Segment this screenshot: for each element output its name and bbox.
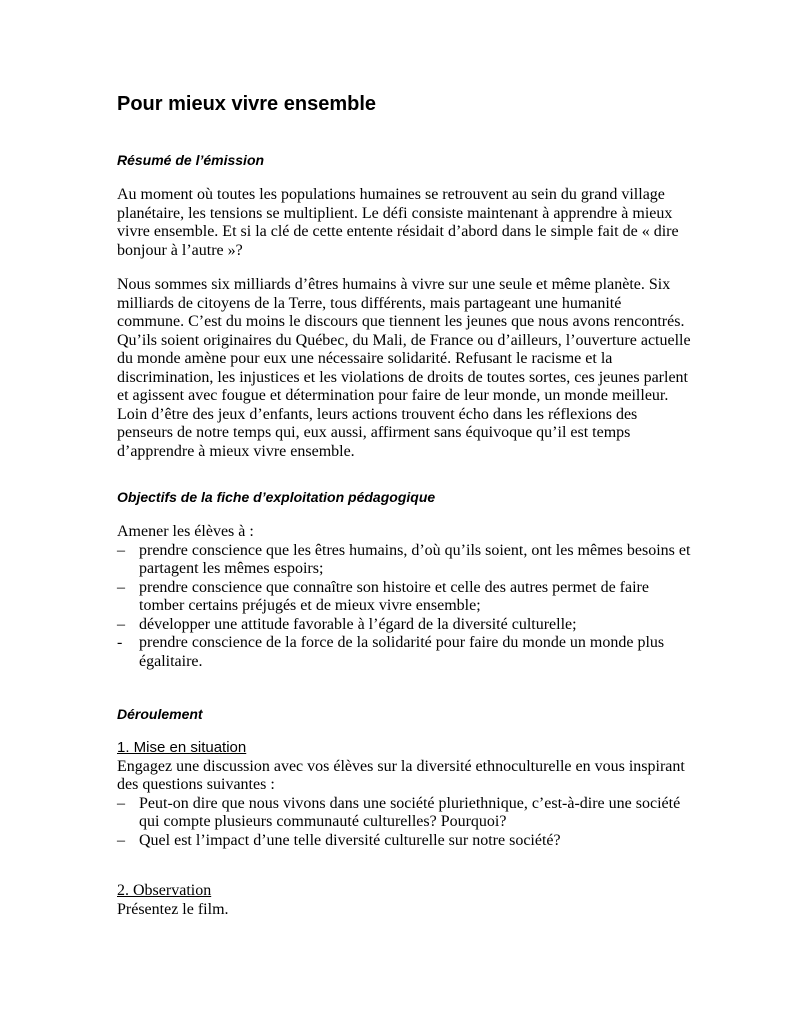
text-line: Loin d’être des jeux d’enfants, leurs actions trouvent écho dans les réflexions des [117,405,638,423]
list-item [117,542,717,579]
step-2-title: 2. Observation [117,882,212,899]
list-item [117,579,717,616]
resume-paragraph-1 [117,186,717,260]
text-line: discrimination, les injustices et les violations de droits de toutes sortes, ces jeunes parlent [117,368,688,386]
list-bullet: - [117,634,123,651]
list-item [117,795,717,832]
step-1-questions [117,795,717,851]
text-line: Nous sommes six milliards d’êtres humains à vivre sur une seule et même planète. Six [117,276,671,293]
step-2-text: Présentez le film. [117,900,229,918]
text-line: qui compte plusieurs communauté culturelles? Pourquoi? [139,813,507,830]
list-bullet: – [117,578,125,596]
text-line: développer une attitude favorable à l’égard de la diversité culturelle; [139,615,577,633]
section-heading-resume: Résumé de l’émission [117,152,265,168]
text-line: prendre conscience que les êtres humains, d’où qu’ils soient, ont les mêmes besoins et [139,541,691,559]
text-line: Au moment où toutes les populations humaines se retrouvent au sein du grand village [117,186,665,203]
objectifs-intro: Amener les élèves à : [117,523,254,540]
list-item [117,634,717,671]
text-line: tomber certains préjugés et de mieux vivre ensemble; [139,597,481,614]
text-line: du monde amène pour eux une nécessaire solidarité. Refusant le racisme et la [117,350,613,367]
text-line: des questions suivantes : [117,776,275,793]
objectifs-list [117,542,717,672]
text-line: bonjour à l’autre »? [117,241,243,259]
resume-paragraph-2 [117,276,717,461]
section-heading-deroulement: Déroulement [117,706,203,722]
text-line: Engagez une discussion avec vos élèves sur la diversité ethnoculturelle en vous inspirant [117,757,685,775]
text-line: milliards de citoyens de la Terre, tous différents, mais partageant une humanité [117,294,622,312]
step-1-title: 1. Mise en situation [117,739,247,756]
list-bullet: – [117,541,125,559]
text-line: égalitaire. [139,652,203,670]
text-line: Peut-on dire que nous vivons dans une société pluriethnique, c’est-à-dire une société [139,794,681,812]
list-item [117,616,717,635]
list-bullet: – [117,615,125,633]
list-bullet: – [117,794,125,812]
list-bullet: – [117,831,125,849]
text-line: vivre ensemble. Et si la clé de cette entente résidait d’abord dans le simple fait de « dire [117,223,679,240]
list-item [117,832,717,851]
text-line: prendre conscience de la force de la solidarité pour faire du monde un monde plus [139,634,665,651]
page-title: Pour mieux vivre ensemble [117,93,377,115]
text-line: prendre conscience que connaître son histoire et celle des autres permet de faire [139,578,649,596]
step-1-intro [117,758,717,795]
section-heading-objectifs: Objectifs de la fiche d’exploitation pédagogique [117,489,436,505]
text-line: Quel est l’impact d’une telle diversité culturelle sur notre société? [139,831,561,849]
text-line: partagent les mêmes espoirs; [139,560,324,577]
text-line: penseurs de notre temps qui, eux aussi, affirment sans équivoque qu’il est temps [117,424,631,441]
text-line: commune. C’est du moins le discours que tiennent les jeunes que nous avons rencontrés. [117,313,685,330]
text-line: d’apprendre à mieux vivre ensemble. [117,442,355,460]
text-line: et agissent avec fougue et détermination pour faire de leur monde, un monde meilleur. [117,387,669,404]
text-line: planétaire, les tensions se multiplient. Le défi consiste maintenant à apprendre à mieux [117,204,673,222]
text-line: Qu’ils soient originaires du Québec, du Mali, de France ou d’ailleurs, l’ouverture actuelle [117,331,691,349]
